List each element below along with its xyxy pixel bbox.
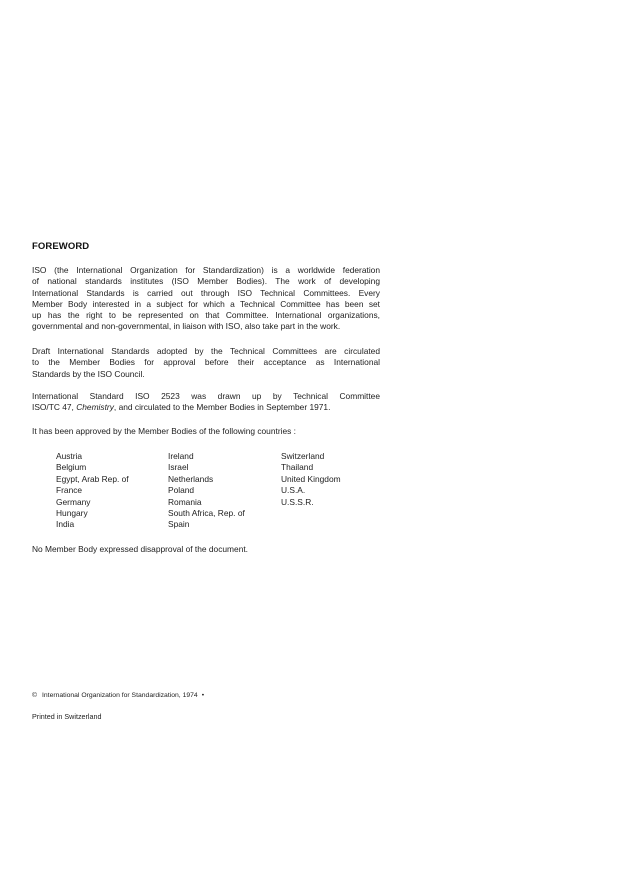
country-item: Austria — [56, 451, 83, 461]
printed-in-notice: Printed in Switzerland — [32, 712, 102, 721]
country-item: Ireland — [168, 451, 194, 461]
copyright-notice — [32, 692, 204, 699]
country-item: Egypt, Arab Rep. of — [56, 473, 129, 484]
country-item: South Africa, Rep. of — [168, 507, 245, 518]
country-item: United Kingdom — [281, 473, 341, 484]
text-line — [32, 402, 380, 413]
text-line: Standards by the ISO Council. — [32, 368, 145, 379]
country-item: Switzerland — [281, 451, 325, 461]
text-line: to the Member Bodies for approval before their acceptance as International — [32, 357, 380, 368]
paragraph-iso-2523 — [32, 391, 380, 414]
text-line: Member Body interested in a subject for which a Technical Committee has been set — [32, 298, 380, 309]
copyright-icon: © — [32, 692, 38, 699]
country-item: Romania — [168, 496, 202, 507]
text-segment: , and circulated to the Member Bodies in September 1971. — [113, 402, 331, 413]
paragraph-iso-intro — [32, 265, 380, 333]
paragraph-no-disapproval — [32, 544, 380, 555]
text-segment: ISO/TC 47, — [32, 402, 77, 413]
country-column-3 — [281, 451, 341, 508]
text-line: of national standards institutes (ISO Member Bodies). The work of developing — [32, 276, 380, 287]
text-line: ISO (the International Organization for Standardization) is a worldwide federation — [32, 265, 380, 275]
country-column-1 — [56, 451, 129, 531]
country-item: U.S.A. — [281, 485, 306, 496]
country-item: Spain — [168, 519, 190, 530]
text-line: It has been approved by the Member Bodies of the following countries : — [32, 426, 296, 436]
country-item: Thailand — [281, 462, 314, 473]
copyright-text: International Organization for Standardization, 1974 — [42, 692, 198, 699]
country-item: Germany — [56, 496, 91, 507]
country-item: U.S.S.R. — [281, 496, 314, 507]
bullet-icon: • — [201, 692, 205, 699]
country-item: Belgium — [56, 462, 87, 473]
country-item: Israel — [168, 462, 189, 473]
text-line: up has the right to be represented on that Committee. International organizations, — [32, 310, 380, 321]
country-item: Netherlands — [168, 473, 214, 484]
country-item: Hungary — [56, 507, 88, 518]
country-item: India — [56, 519, 75, 530]
country-column-2 — [168, 451, 245, 531]
paragraph-approval — [32, 426, 380, 437]
text-line: No Member Body expressed disapproval of the document. — [32, 544, 249, 554]
text-line: International Standard ISO 2523 was drawn up by Technical Committee — [32, 391, 380, 401]
text-line: governmental and non-governmental, in liaison with ISO, also take part in the work. — [32, 321, 341, 332]
text-line: International Standards is carried out through ISO Technical Committees. Every — [32, 287, 380, 298]
foreword-heading: FOREWORD — [32, 241, 90, 252]
committee-name: Chemistry — [76, 402, 114, 413]
text-line: Draft International Standards adopted by the Technical Committees are circulated — [32, 346, 380, 356]
paragraph-draft-standards — [32, 346, 380, 380]
country-item: France — [56, 485, 83, 496]
country-item: Poland — [168, 485, 195, 496]
